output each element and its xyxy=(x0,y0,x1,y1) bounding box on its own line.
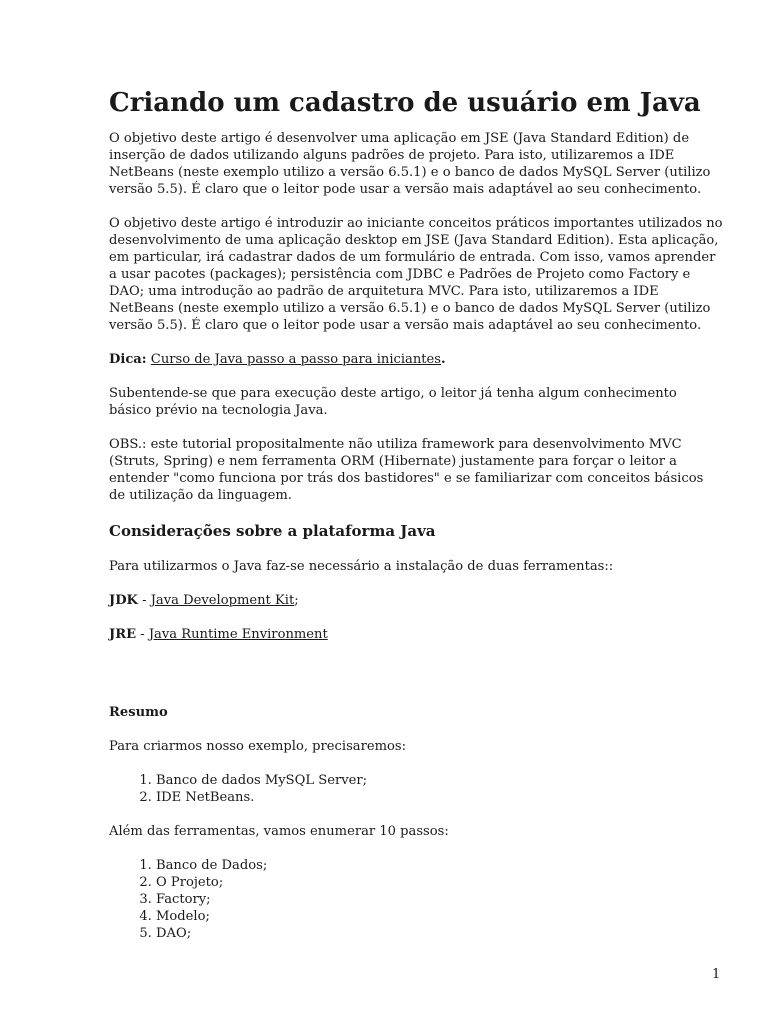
jdk-separator: - xyxy=(137,593,151,608)
article-body xyxy=(109,86,723,959)
list-item: 4. Modelo; xyxy=(156,908,723,925)
intro-paragraph-1: O objetivo deste artigo é desenvolver uma aplicação em JSE (Java Standard Edition) de inserção de dados utilizando alguns padrões de projeto. Para isto, utilizaremos a IDE NetBeans (neste exemplo utilizo a versão 6.5.1) e o banco de dados MySQL Server (utilizo versão 5.5). É claro que o leitor pode usar a versão mais adaptável ao seu conhecimento. xyxy=(109,131,711,197)
jdk-suffix: ; xyxy=(294,593,299,608)
tip-line xyxy=(109,351,723,368)
summary-intro: Para criarmos nosso exemplo, precisaremos: xyxy=(109,739,407,754)
intro-paragraph-2: O objetivo deste artigo é introduzir ao iniciante conceitos práticos importantes utilizados no desenvolvimento de uma aplicação desktop em JSE (Java Standard Edition). Esta aplicação, em particular, irá cadastrar dados de um formulário de entrada. Com isso, vamos aprender a usar pacotes (packages); persistência com JDBC e Padrões de Projeto como Factory e DAO; uma introdução ao padrão de arquitetura MVC. Para isto, utilizaremos a IDE NetBeans (neste exemplo utilizo a versão 6.5.1) e o banco de dados MySQL Server (utilizo versão 5.5). É claro que o leitor pode usar a versão mais adaptável ao seu conhecimento. xyxy=(109,216,723,333)
list-item: 1. Banco de Dados; xyxy=(156,857,723,874)
jre-label: JRE xyxy=(109,627,137,642)
list-item: 2. O Projeto; xyxy=(156,874,723,891)
steps-intro: Além das ferramentas, vamos enumerar 10 passos: xyxy=(109,824,449,839)
tip-label: Dica: xyxy=(109,352,147,367)
list-item: 5. DAO; xyxy=(156,925,723,942)
jdk-label: JDK xyxy=(109,593,138,608)
list-item: 3. Factory; xyxy=(156,891,723,908)
spacer xyxy=(109,660,723,704)
prerequisite-paragraph: Subentende-se que para execução deste artigo, o leitor já tenha algum conhecimento básico prévio na tecnologia Java. xyxy=(109,386,677,418)
jdk-link[interactable]: Java Development Kit xyxy=(150,593,295,608)
section-heading: Considerações sobre a plataforma Java xyxy=(109,522,436,540)
list-item: 1. Banco de dados MySQL Server; xyxy=(156,772,723,789)
page-number: 1 xyxy=(712,967,721,982)
article-title: Criando um cadastro de usuário em Java xyxy=(109,88,701,118)
java-course-link[interactable]: Curso de Java passo a passo para iniciantes xyxy=(150,352,442,367)
requirements-list xyxy=(109,772,723,806)
tools-intro: Para utilizarmos o Java faz-se necessário a instalação de duas ferramentas:: xyxy=(109,559,614,574)
list-item: 2. IDE NetBeans. xyxy=(156,789,723,806)
jre-link[interactable]: Java Runtime Environment xyxy=(148,627,328,642)
summary-heading-text: Resumo xyxy=(109,705,168,720)
jre-line xyxy=(109,626,723,643)
jre-separator: - xyxy=(136,627,149,642)
jdk-line xyxy=(109,592,723,609)
tip-suffix: . xyxy=(441,352,446,367)
summary-heading xyxy=(109,704,723,721)
obs-paragraph: OBS.: este tutorial propositalmente não utiliza framework para desenvolvimento MVC (Struts, Spring) e nem ferramenta ORM (Hibernate) justamente para forçar o leitor a entender "como funciona por trás dos bastidores" e se familiarizar com conceitos básicos de utilização da linguagem. xyxy=(109,437,704,503)
steps-list xyxy=(109,857,723,942)
